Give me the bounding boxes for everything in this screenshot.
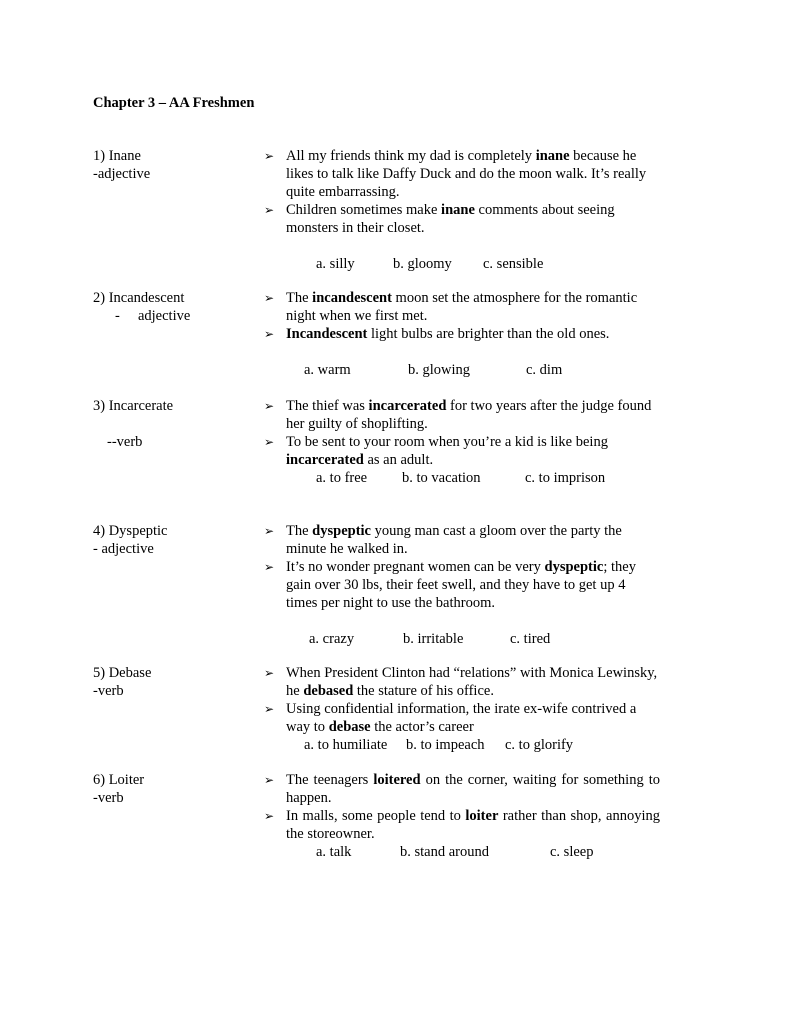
answer-choices bbox=[264, 361, 660, 379]
part-of-speech: -adjective bbox=[93, 166, 151, 182]
example-sentence: ➢ Children sometimes make inane comments about seeing monsters in their closet. bbox=[264, 202, 615, 236]
vocab-word: 6) Loiter bbox=[93, 772, 145, 788]
arrow-bullet-icon: ➢ bbox=[264, 203, 275, 217]
page-title: Chapter 3 – AA Freshmen bbox=[93, 95, 255, 111]
choice-a: a. to free bbox=[316, 470, 368, 486]
example-sentence: ➢ When President Clinton had “relations” with Monica Lewinsky, he debased the stature of his office. bbox=[264, 665, 658, 699]
arrow-bullet-icon: ➢ bbox=[264, 524, 275, 538]
arrow-bullet-icon: ➢ bbox=[264, 399, 275, 413]
choice-c: c. tired bbox=[510, 631, 551, 647]
arrow-bullet-icon: ➢ bbox=[264, 149, 275, 163]
arrow-bullet-icon: ➢ bbox=[264, 773, 275, 787]
example-sentence: ➢ The thief was incarcerated for two years after the judge found her guilty of shoplifting. bbox=[264, 398, 652, 432]
choice-b: b. to impeach bbox=[406, 737, 485, 753]
choice-c: c. to glorify bbox=[505, 737, 574, 753]
example-sentence: ➢ The dyspeptic young man cast a gloom over the party the minute he walked in. bbox=[264, 523, 622, 557]
choice-c: c. sleep bbox=[550, 844, 594, 860]
example-sentence: ➢ The teenagers loitered on the corner, waiting for something to happen. bbox=[264, 772, 660, 806]
answer-choices bbox=[264, 736, 660, 754]
vocab-word: 3) Incarcerate bbox=[93, 398, 174, 414]
arrow-bullet-icon: ➢ bbox=[264, 702, 275, 716]
vocab-word: 4) Dyspeptic bbox=[93, 523, 168, 539]
arrow-bullet-icon: ➢ bbox=[264, 809, 275, 823]
part-of-speech: - adjective bbox=[115, 308, 191, 324]
choice-c: c. dim bbox=[526, 362, 563, 378]
choice-b: b. irritable bbox=[403, 631, 464, 647]
example-sentence: ➢ To be sent to your room when you’re a kid is like being incarcerated as an adult. bbox=[264, 434, 608, 468]
choice-a: a. to humiliate bbox=[304, 737, 388, 753]
arrow-bullet-icon: ➢ bbox=[264, 435, 275, 449]
choice-a: a. warm bbox=[304, 362, 351, 378]
choice-a: a. talk bbox=[316, 844, 352, 860]
choice-b: b. to vacation bbox=[402, 470, 481, 486]
choice-b: b. gloomy bbox=[393, 256, 452, 272]
choice-c: c. to imprison bbox=[525, 470, 606, 486]
arrow-bullet-icon: ➢ bbox=[264, 327, 275, 341]
example-sentence: ➢ All my friends think my dad is completely inane because he likes to talk like Daffy Duck and do the moon walk. It’s really quite embarrassing. bbox=[264, 148, 647, 200]
part-of-speech: --verb bbox=[107, 434, 143, 450]
example-sentence: ➢ In malls, some people tend to loiter rather than shop, annoying the storeowner. bbox=[264, 808, 660, 842]
choice-a: a. crazy bbox=[309, 631, 355, 647]
arrow-bullet-icon: ➢ bbox=[264, 666, 275, 680]
vocab-word: 5) Debase bbox=[93, 665, 152, 681]
part-of-speech: -verb bbox=[93, 683, 124, 699]
example-sentence: ➢ The incandescent moon set the atmosphere for the romantic night when we first met. bbox=[264, 290, 638, 324]
answer-choices bbox=[264, 255, 660, 273]
answer-choices bbox=[264, 630, 660, 648]
choice-c: c. sensible bbox=[483, 256, 544, 272]
vocab-word: 2) Incandescent bbox=[93, 290, 185, 306]
choice-a: a. silly bbox=[316, 256, 355, 272]
answer-choices bbox=[264, 843, 660, 861]
arrow-bullet-icon: ➢ bbox=[264, 291, 275, 305]
choice-b: b. stand around bbox=[400, 844, 489, 860]
vocab-word: 1) Inane bbox=[93, 148, 141, 164]
example-sentence: ➢ Using confidential information, the irate ex-wife contrived a way to debase the actor’s career bbox=[264, 701, 637, 735]
part-of-speech: - adjective bbox=[93, 541, 154, 557]
arrow-bullet-icon: ➢ bbox=[264, 560, 275, 574]
choice-b: b. glowing bbox=[408, 362, 471, 378]
example-sentence: ➢ Incandescent light bulbs are brighter than the old ones. bbox=[264, 326, 610, 342]
part-of-speech: -verb bbox=[93, 790, 124, 806]
example-sentence: ➢ It’s no wonder pregnant women can be very dyspeptic; they gain over 30 lbs, their feet swell, and they have to get up 4 times per night to use the bathroom. bbox=[264, 559, 636, 611]
answer-choices bbox=[264, 469, 660, 487]
